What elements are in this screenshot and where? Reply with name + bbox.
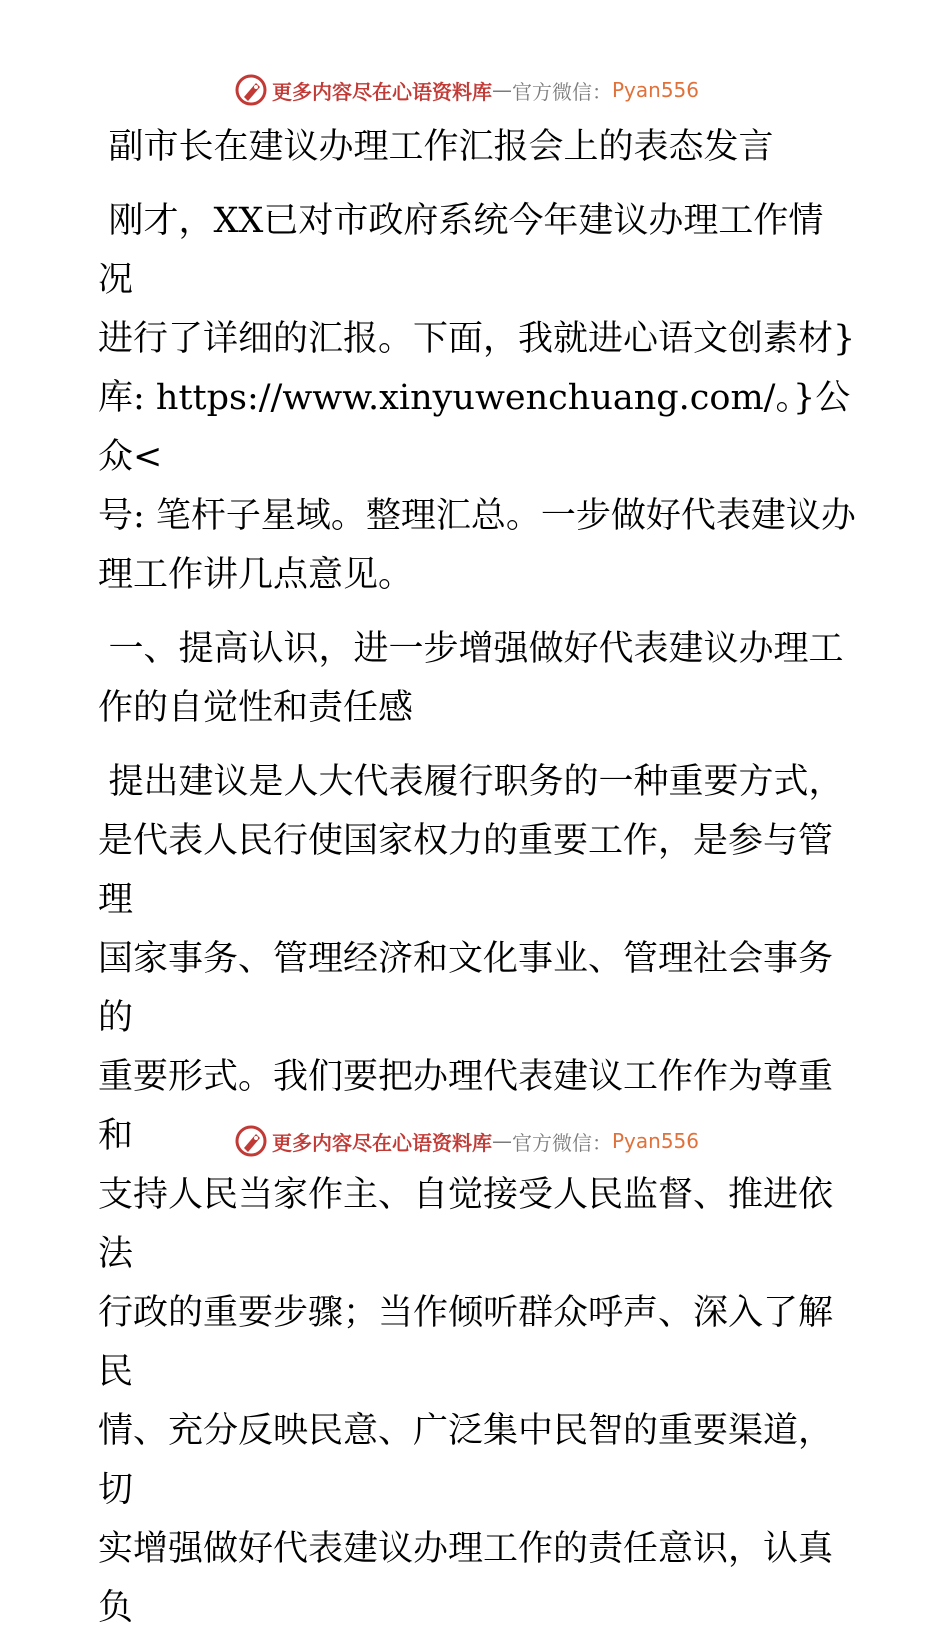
banner-dash: — (492, 1129, 512, 1153)
paragraph-line: 实增强做好代表建议办理工作的责任意识，认真负 (98, 1529, 834, 1628)
footer-banner (234, 1121, 699, 1161)
paragraph-line: 刚才，XX已对市政府系统今年建议办理工作情况 (98, 201, 824, 300)
paragraph-line: 行政的重要步骤；当作倾听群众呼声、深入了解民 (98, 1293, 834, 1392)
banner-dash: — (492, 78, 512, 102)
paragraph-line: 重要形式。我们要把办理代表建议工作作为尊重和 (98, 1057, 834, 1156)
paragraph-line: 提出建议是人大代表履行职务的一种重要方式， (108, 762, 844, 802)
paragraph-line: 是代表人民行使国家权力的重要工作，是参与管理 (98, 821, 834, 920)
banner-main-text: 更多内容尽在心语资料库 (272, 1130, 492, 1155)
paragraph-line: 支持人民当家作主、自觉接受人民监督、推进依法 (98, 1175, 834, 1274)
banner-main-text: 更多内容尽在心语资料库 (272, 79, 492, 104)
section-heading-1 (98, 620, 858, 738)
header-banner (234, 70, 699, 110)
heading-line: 作的自觉性和责任感 (98, 688, 414, 728)
heading-line: 一、提高认识，进一步增强做好代表建议办理工 (108, 629, 844, 669)
pen-nib-logo-icon (234, 1124, 268, 1158)
paragraph-line: 情、充分反映民意、广泛集中民智的重要渠道，切 (98, 1411, 834, 1510)
banner-wechat-id: Pyan556 (612, 78, 700, 102)
document-body (98, 118, 858, 1638)
body-paragraph (98, 753, 858, 1638)
banner-wechat-label: 官方微信： (512, 1130, 612, 1155)
intro-paragraph (98, 192, 858, 605)
paragraph-line: 国家事务、管理经济和文化事业、管理社会事务的 (98, 939, 834, 1038)
paragraph-line: 库: https://www.xinyuwenchuang.com/。}公众< (98, 378, 851, 477)
pen-nib-logo-icon (234, 73, 268, 107)
banner-wechat-id: Pyan556 (612, 1129, 700, 1153)
banner-wechat-label: 官方微信： (512, 79, 612, 104)
document-title: 副市长在建议办理工作汇报会上的表态发言 (108, 127, 774, 167)
paragraph-line: 号: 笔杆子星域。整理汇总。一步做好代表建议办 (98, 496, 856, 536)
paragraph-line: 理工作讲几点意见。 (98, 555, 414, 595)
paragraph-line: 进行了详细的汇报。下面，我就进心语文创素材} (98, 319, 856, 359)
